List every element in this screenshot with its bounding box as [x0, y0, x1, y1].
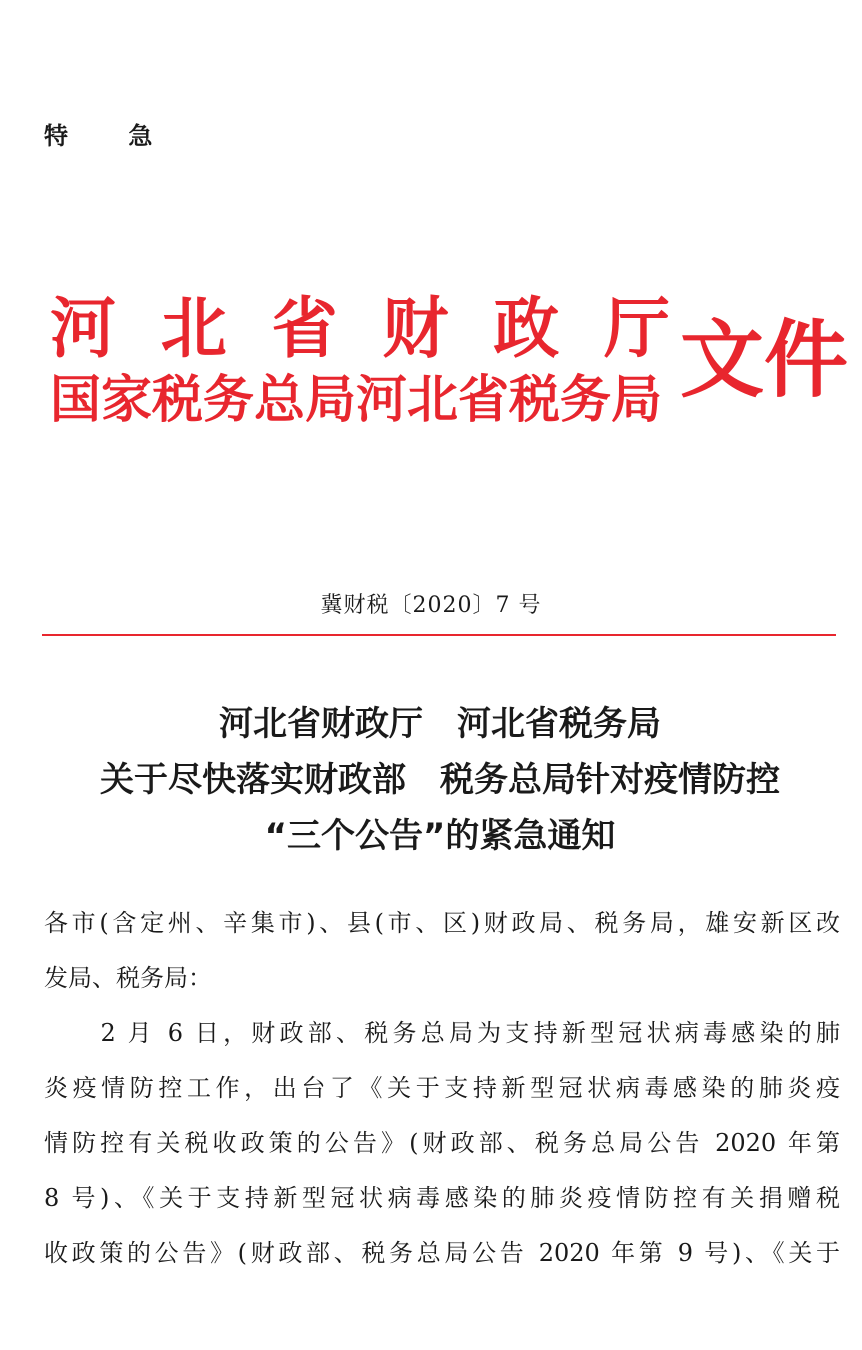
body-line: 情防控有关税收政策的公告》(财政部、税务总局公告 2020 年第: [44, 1129, 840, 1157]
document-number: 冀财税〔2020〕7 号: [320, 593, 542, 618]
urgency-label: 特 急: [44, 122, 179, 150]
body-line: 各市(含定州、辛集市)、县(市、区)财政局、税务局，雄安新区改: [44, 909, 840, 937]
document-word: 文件: [680, 311, 849, 409]
body-line: 发局、税务局：: [44, 964, 212, 992]
issuer-char: 厅: [603, 290, 670, 367]
red-divider: [42, 634, 836, 636]
issuer-char: 河: [50, 290, 116, 367]
issuer-line-1: [50, 290, 670, 368]
document-header: [50, 290, 849, 440]
body-line: 炎疫情防控工作，出台了《关于支持新型冠状病毒感染的肺炎疫: [44, 1074, 840, 1102]
document-title: [40, 696, 840, 864]
issuer-line-2: 国家税务总局河北省税务局: [50, 371, 663, 430]
title-line-1: 河北省财政厅 河北省税务局: [219, 704, 661, 744]
title-line-3: “三个公告”的紧急通知: [264, 816, 616, 856]
body-line: 2 月 6 日，财政部、税务总局为支持新型冠状病毒感染的肺: [44, 1019, 840, 1047]
document-body: [44, 896, 840, 1281]
issuer-char: 省: [271, 290, 338, 367]
body-line: 收政策的公告》(财政部、税务总局公告 2020 年第 9 号)、《关于: [44, 1239, 840, 1267]
issuer-char: 财: [382, 290, 449, 367]
issuer-char: 北: [160, 290, 227, 367]
body-line: 8 号)、《关于支持新型冠状病毒感染的肺炎疫情防控有关捐赠税: [44, 1184, 840, 1212]
title-line-2: 关于尽快落实财政部 税务总局针对疫情防控: [100, 760, 780, 800]
issuer-char: 政: [493, 290, 560, 367]
